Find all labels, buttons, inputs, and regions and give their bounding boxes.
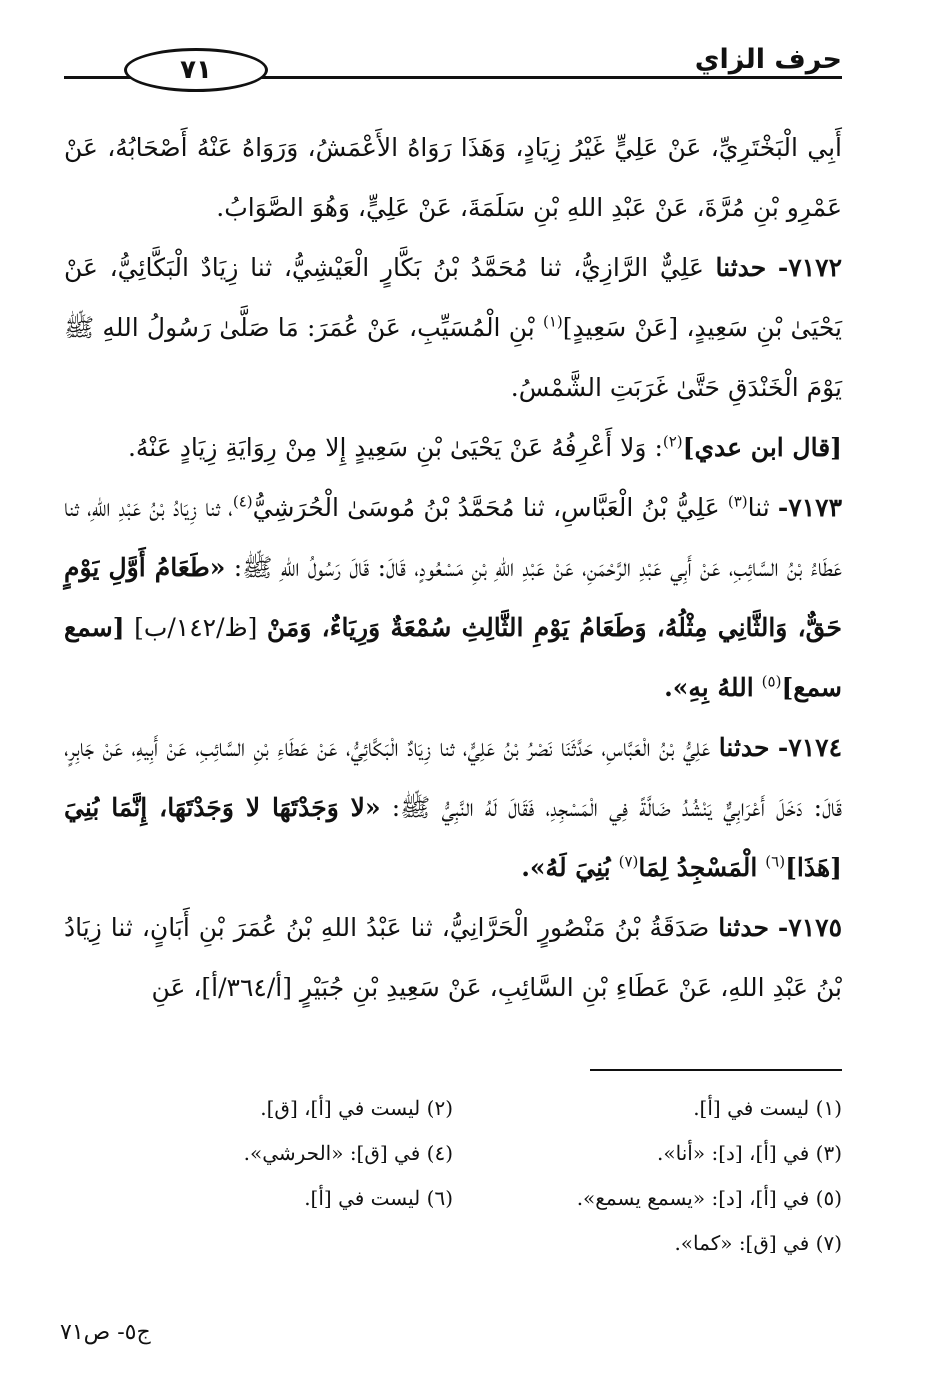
hadith-text: عَلِيُّ بْنُ الْعَبَّاسِ، ثنا مُحَمَّدُ بْنُ مُوسَىٰ الْحُرَشِيُّ <box>252 493 720 522</box>
narration-keyword: حدثنا <box>718 913 769 942</box>
hadith-matn: [سمع سمع] <box>64 613 842 702</box>
commentary-label: [قال ابن عدي] <box>682 433 842 462</box>
page-header <box>64 38 842 88</box>
hadith-number: ٧١٧٢- <box>777 253 842 282</box>
page-number: ٧١ <box>124 48 268 92</box>
footnote-row <box>64 1130 842 1175</box>
hadith-matn: اللهُ بِهِ». <box>664 673 754 702</box>
chapter-title: حرف الزاي <box>694 44 842 75</box>
hadith-text: بْنِ الْمُسَيِّبِ، عَنْ عُمَرَ: مَا صَلَّىٰ رَسُولُ اللهِ ﷺ يَوْمَ الْخَنْدَقِ حَتَّىٰ غَرَبَتِ الشَّمْسُ. <box>64 313 842 402</box>
hadith-text: ثنا <box>747 493 770 522</box>
hadith-number: ٧١٧٣- <box>777 493 842 522</box>
commentary-ibn-adi <box>64 418 842 478</box>
hadith-matn: «لا وَجَدْتَهَا لا وَجَدْتَهَا، إِنَّمَا بُنِيَ [هَذَا] <box>64 793 842 882</box>
hadith-7172 <box>64 238 842 418</box>
hadith-7175 <box>64 898 842 1018</box>
narration-keyword: حدثنا <box>715 253 767 282</box>
footnote-ref-1[interactable]: (١) <box>542 312 563 331</box>
hadith-7173 <box>64 478 842 718</box>
footnote-6: (٦) ليست في [أ]. <box>304 1185 453 1210</box>
main-text <box>64 118 842 1018</box>
hadith-matn: «طَعَامُ أَوَّلِ يَوْمٍ حَقٌّ، وَالثَّانِي مِثْلُهُ، وَطَعَامُ يَوْمِ الثَّالِثِ سُمْعَةٌ وَرِيَاءٌ، وَمَنْ <box>64 553 842 642</box>
manuscript-ref: [ظ/١٤٢/ب] <box>134 613 258 642</box>
hadith-text: عَلِيُّ بْنُ الْعَبَّاسِ، حَدَّثَنَا نَصْرُ بْنُ عَلِيٍّ، ثنا زِيَادٌ الْبَكَّائِيُّ، عَنْ عَطَاءِ بْنِ السَّائِبِ، عَنْ أَبِيهِ، عَنْ جَابِرٍ، قَالَ: دَخَلَ أَعْرَابِيٌّ يَنْشُدُ ضَالَّةً فِي الْمَسْجِدِ، فَقَالَ لَهُ النَّبِيُّ ﷺ: <box>64 733 842 822</box>
footnote-4: (٤) في [ق]: «الحرشي». <box>243 1140 453 1165</box>
volume-page-code: ج٥- ص٧١ <box>60 1320 151 1345</box>
footnote-row <box>64 1085 842 1130</box>
intro-text: أَبِي الْبَخْتَرِيِّ، عَنْ عَلِيٍّ غَيْرُ زِيَادٍ، وَهَذَا رَوَاهُ الأَعْمَشُ، وَرَوَاهُ عَنْهُ أَصْحَابُهُ، عَنْ عَمْرِو بْنِ مُرَّةَ، عَنْ عَبْدِ اللهِ بْنِ سَلَمَةَ، عَنْ عَلِيٍّ، وَهُوَ الصَّوَابُ. <box>64 133 842 222</box>
narration-keyword: حدثنا <box>718 733 770 762</box>
footnote-ref-3[interactable]: (٣) <box>727 492 748 511</box>
hadith-text: عَلِيٌّ الرَّازِيُّ، ثنا مُحَمَّدُ بْنُ بَكَّارٍ الْعَيْشِيُّ، ثنا زِيَادٌ الْبَكَّائِيُّ، عَنْ يَحْيَىٰ بْنِ سَعِيدٍ، [عَنْ سَعِيدٍ] <box>64 253 842 342</box>
footnote-ref-7[interactable]: (٧) <box>618 852 639 871</box>
footnote-3: (٣) في [أ]، [د]: «أنا». <box>657 1140 842 1165</box>
footnote-ref-5[interactable]: (٥) <box>761 672 782 691</box>
hadith-matn: الْمَسْجِدُ لِمَا <box>638 853 758 882</box>
hadith-matn: بُنِيَ لَهُ». <box>521 853 611 882</box>
footnote-7: (٧) في [ق]: «كما». <box>674 1230 842 1255</box>
hadith-number: ٧١٧٤- <box>777 733 843 762</box>
footnote-separator <box>590 1069 842 1071</box>
footnote-ref-4[interactable]: (٤) <box>232 492 253 511</box>
footnote-2: (٢) ليست في [أ]، [ق]. <box>260 1095 453 1120</box>
hadith-text: صَدَقَةُ بْنُ مَنْصُورٍ الْحَرَّانِيُّ، ثنا عَبْدُ اللهِ بْنُ عُمَرَ بْنِ أَبَانٍ، ثنا زِيَادُ بْنُ عَبْدِ اللهِ، عَنْ عَطَاءِ بْنِ السَّائِبِ، عَنْ سَعِيدِ بْنِ جُبَيْرٍ [أ/٣٦٤/أ]، عَنِ <box>64 913 842 1002</box>
footnote-ref-2[interactable]: (٢) <box>662 432 683 451</box>
commentary-text: : وَلا أَعْرِفُهُ عَنْ يَحْيَىٰ بْنِ سَعِيدٍ إِلا مِنْ رِوَايَةِ زِيَادٍ عَنْهُ. <box>127 433 663 462</box>
footnote-1: (١) ليست في [أ]. <box>693 1095 842 1120</box>
footnote-5: (٥) في [أ]، [د]: «يسمع يسمع». <box>576 1185 842 1210</box>
footnote-ref-6[interactable]: (٦) <box>765 852 786 871</box>
hadith-text: ، ثنا زِيَادُ بْنُ عَبْدِ اللهِ، ثنا عَطَاءُ بْنُ السَّائِبِ، عَنْ أَبِي عَبْدِ الرَّحْمَنِ، عَنْ عَبْدِ اللهِ بْنِ مَسْعُودٍ، قَالَ: قَالَ رَسُولُ اللهِ ﷺ: <box>64 493 843 582</box>
footnotes <box>64 1085 842 1265</box>
footnote-row <box>64 1220 842 1265</box>
hadith-7174 <box>64 718 842 898</box>
footnote-row <box>64 1175 842 1220</box>
hadith-number: ٧١٧٥- <box>777 913 843 942</box>
paragraph-intro <box>64 118 842 238</box>
